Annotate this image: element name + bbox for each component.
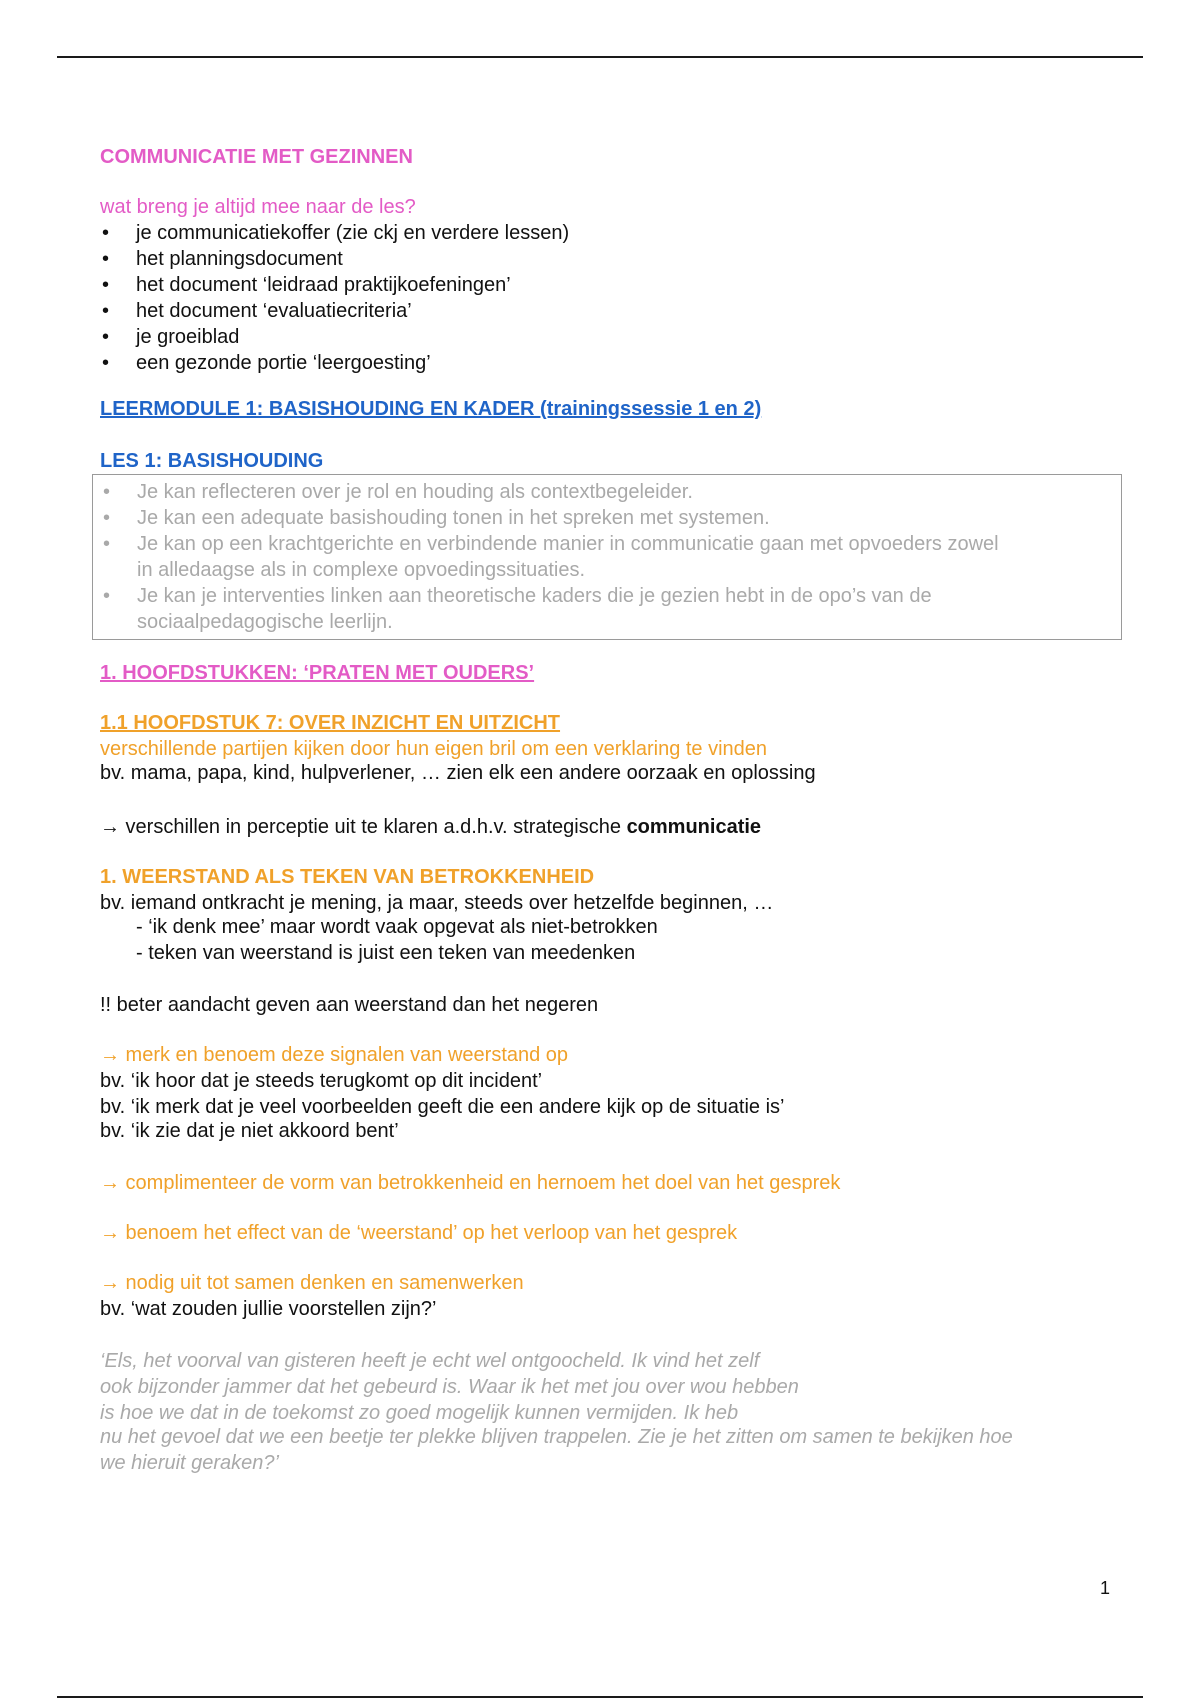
bullet: • <box>102 274 110 296</box>
bring-list <box>100 220 569 376</box>
bullet: • <box>102 326 110 348</box>
document-title: COMMUNICATIE MET GEZINNEN <box>100 146 413 168</box>
tip-4: → nodig uit tot samen denken en samenwerken <box>100 1272 524 1294</box>
sub-intro: verschillende partijen kijken door hun eigen bril om een verklaring te vinden <box>100 738 768 760</box>
tip-1: → merk en benoem deze signalen van weerstand op <box>100 1044 569 1066</box>
tip-2: → complimenteer de vorm van betrokkenheid en hernoem het doel van het gesprek <box>100 1172 841 1194</box>
top-rule <box>57 56 1143 58</box>
module-title-link[interactable]: LEERMODULE 1: BASISHOUDING EN KADER (trainingssessie 1 en 2) <box>100 398 762 420</box>
list-item: • je communicatiekoffer (zie ckj en verdere lessen) <box>102 222 570 244</box>
goals-list <box>101 479 1121 635</box>
learning-goals-box <box>92 474 1122 640</box>
arrow-line: → verschillen in perceptie uit te klaren a.d.h.v. strategische communicatie <box>100 816 762 838</box>
quote-line: ook bijzonder jammer dat het gebeurd is. Waar ik het met jou over wou hebben <box>100 1376 799 1398</box>
section-sub-1: - ‘ik denk mee’ maar wordt vaak opgevat als niet-betrokken <box>136 916 658 938</box>
bullet: • <box>102 248 110 270</box>
bullet: • <box>103 481 111 503</box>
tip-3: → benoem het effect van de ‘weerstand’ op het verloop van het gesprek <box>100 1222 738 1244</box>
attention-note: !! beter aandacht geven aan weerstand dan het negeren <box>100 994 599 1016</box>
sub-heading-link[interactable]: 1.1 HOOFDSTUK 7: OVER INZICHT EN UITZICHT <box>100 712 561 734</box>
tip-1-example: bv. ‘ik hoor dat je steeds terugkomt op dit incident’ <box>100 1070 543 1092</box>
list-item: • je groeiblad <box>102 326 240 348</box>
tip-1-example: bv. ‘ik merk dat je veel voorbeelden geeft die een andere kijk op de situatie is’ <box>100 1096 785 1118</box>
chapter-heading-link[interactable]: 1. HOOFDSTUKKEN: ‘PRATEN MET OUDERS’ <box>100 662 535 684</box>
goal-item: • Je kan reflecteren over je rol en houding als contextbegeleider. <box>103 481 693 503</box>
section-heading: 1. WEERSTAND ALS TEKEN VAN BETROKKENHEID <box>100 866 595 888</box>
goal-item: • Je kan een adequate basishouding tonen in het spreken met systemen. <box>103 507 770 529</box>
tip-4-example: bv. ‘wat zouden jullie voorstellen zijn?’ <box>100 1298 437 1320</box>
lesson-title: LES 1: BASISHOUDING <box>100 450 324 472</box>
sub-example: bv. mama, papa, kind, hulpverlener, … zien elk een andere oorzaak en oplossing <box>100 762 816 784</box>
bullet: • <box>102 222 110 244</box>
bullet: • <box>102 300 110 322</box>
bullet: • <box>102 352 110 374</box>
goal-item: • Je kan je interventies linken aan theoretische kaders die je gezien hebt in de opo’s van de sociaalpedagogische leerlijn. <box>103 585 932 633</box>
section-example: bv. iemand ontkracht je mening, ja maar, steeds over hetzelfde beginnen, … <box>100 892 774 914</box>
quote-line: nu het gevoel dat we een beetje ter plekke blijven trappelen. Zie je het zitten om samen te bekijken hoe <box>100 1426 1013 1448</box>
list-item: • het planningsdocument <box>102 248 343 270</box>
list-item: • het document ‘leidraad praktijkoefeningen’ <box>102 274 511 296</box>
bring-question: wat breng je altijd mee naar de les? <box>100 196 416 218</box>
section-sub-2: - teken van weerstand is juist een teken van meedenken <box>136 942 636 964</box>
quote-line: is hoe we dat in de toekomst zo goed mogelijk kunnen vermijden. Ik heb <box>100 1402 739 1424</box>
bullet: • <box>103 585 111 607</box>
page-number: 1 <box>1100 1578 1111 1598</box>
quote-line: we hieruit geraken?’ <box>100 1452 279 1474</box>
list-item: • het document ‘evaluatiecriteria’ <box>102 300 412 322</box>
bullet: • <box>103 507 111 529</box>
quote-line: ‘Els, het voorval van gisteren heeft je echt wel ontgoocheld. Ik vind het zelf <box>100 1350 760 1372</box>
tip-1-example: bv. ‘ik zie dat je niet akkoord bent’ <box>100 1120 399 1142</box>
bullet: • <box>103 533 111 555</box>
bottom-rule <box>57 1696 1143 1698</box>
list-item: • een gezonde portie ‘leergoesting’ <box>102 352 431 374</box>
goal-item: • Je kan op een krachtgerichte en verbindende manier in communicatie gaan met opvoeders zowel in alledaagse als in complexe opvoedingssituaties. <box>103 533 999 581</box>
